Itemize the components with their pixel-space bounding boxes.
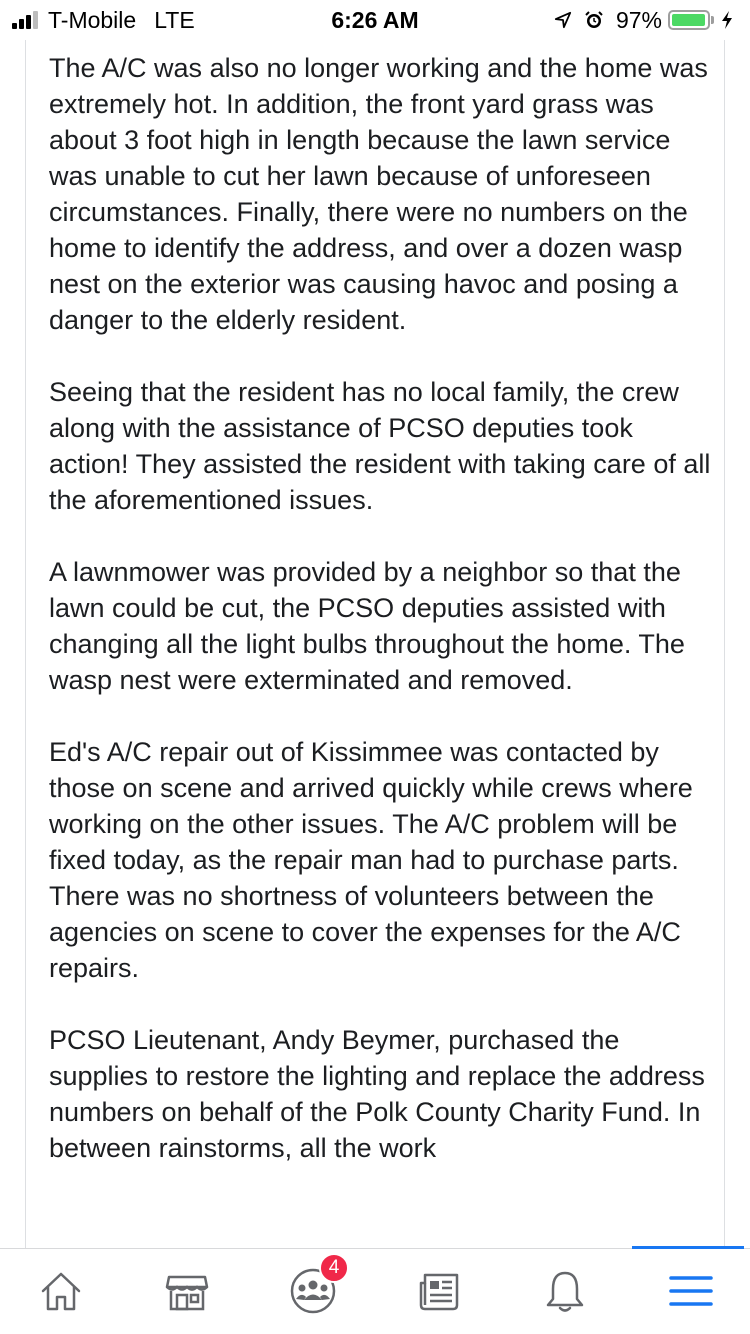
news-icon	[415, 1267, 463, 1315]
post-paragraph-4: Ed's A/C repair out of Kissimmee was contacted by those on scene and arrived quickly while crews where working on the other issues. The A/C problem will be fixed today, as the repair man had to purchase parts. There was no shortness of volunteers between the agencies on scene to cover the expenses for the A/C repairs.	[49, 737, 693, 983]
post-card	[25, 40, 725, 1248]
battery-level-fill	[672, 14, 705, 26]
battery-icon	[668, 10, 710, 30]
status-bar	[0, 0, 750, 40]
status-time: 6:26 AM	[331, 7, 419, 33]
network-label: LTE	[154, 6, 195, 33]
notifications-bell-icon	[541, 1267, 589, 1315]
post-paragraph-3: A lawnmower was provided by a neighbor so that the lawn could be cut, the PCSO deputies assisted with changing all the light bulbs throughout the home. The wasp nest were exterminated and removed.	[49, 557, 685, 695]
tab-home[interactable]	[31, 1261, 91, 1321]
post-paragraph-5: PCSO Lieutenant, Andy Beymer, purchased the supplies to restore the lighting and replace the address numbers on behalf of the Polk County Charity Fund. In between rainstorms, all the work	[49, 1025, 705, 1163]
tab-marketplace[interactable]	[157, 1261, 217, 1321]
menu-icon	[667, 1267, 715, 1315]
battery-percent: 97%	[615, 6, 662, 33]
marketplace-icon	[163, 1267, 211, 1315]
active-tab-indicator	[632, 1246, 744, 1249]
alarm-icon	[584, 10, 604, 30]
battery-cap	[711, 16, 714, 24]
tab-news[interactable]	[409, 1261, 469, 1321]
charging-bolt-icon	[720, 10, 734, 30]
tab-notifications[interactable]	[535, 1261, 595, 1321]
tab-menu[interactable]	[661, 1261, 721, 1321]
post-paragraph-1: The A/C was also no longer working and the home was extremely hot. In addition, the front yard grass was about 3 foot high in length because the lawn service was unable to cut her lawn because of unforeseen circumstances. Finally, there were no numbers on the home to identify the address, and over a dozen wasp nest on the exterior was causing havoc and posing a danger to the elderly resident.	[49, 53, 708, 335]
bottom-tab-bar	[0, 1248, 750, 1334]
location-icon	[554, 11, 572, 29]
post-paragraph-2: Seeing that the resident has no local family, the crew along with the assistance of PCSO deputies took action! They assisted the resident with taking care of all the aforementioned issues.	[49, 377, 711, 515]
carrier-label: T-Mobile	[48, 6, 137, 33]
tab-groups[interactable]	[283, 1257, 343, 1321]
groups-notification-badge: 4	[319, 1253, 349, 1283]
status-right	[554, 6, 734, 34]
home-icon	[37, 1267, 85, 1315]
post-body	[49, 50, 714, 1202]
